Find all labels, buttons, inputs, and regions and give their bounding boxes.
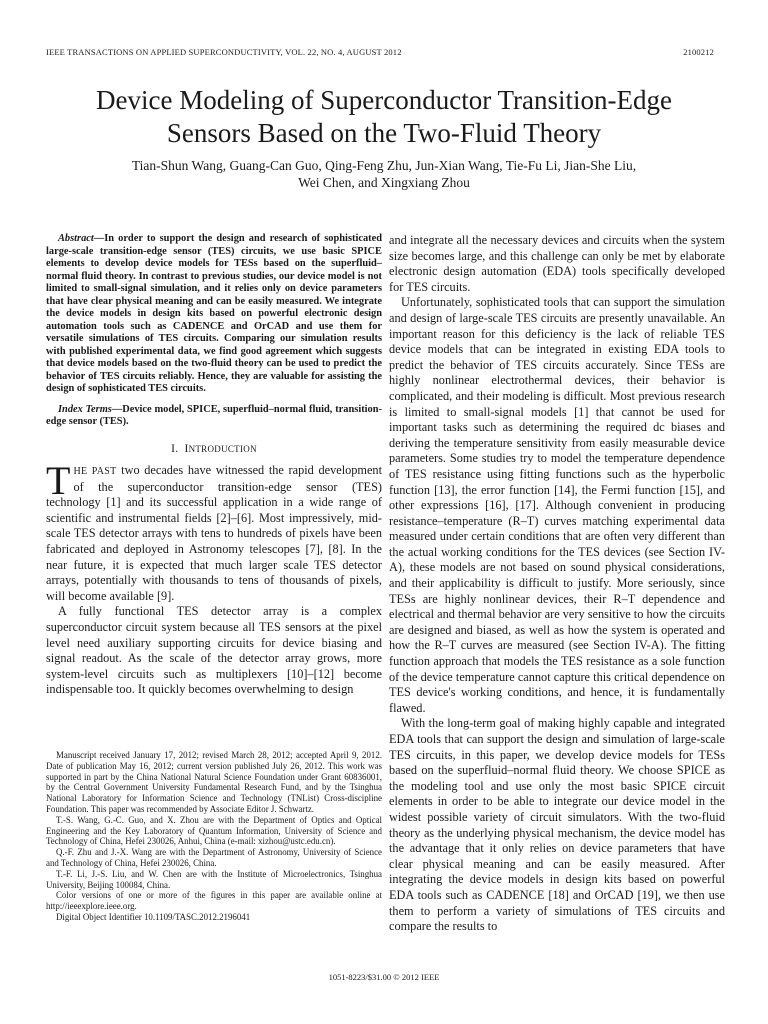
authors-line-1: Tian-Shun Wang, Guang-Can Guo, Qing-Feng Zhu, Jun-Xian Wang, Tie-Fu Li, Jian-She Liu, (131, 158, 637, 173)
drop-cap: T (46, 458, 71, 504)
journal-name: IEEE TRANSACTIONS ON APPLIED SUPERCONDUCTIVITY, VOL. 22, NO. 4, AUGUST 2012 (46, 47, 402, 57)
abstract (46, 233, 382, 396)
intro-paragraph-1 (46, 458, 382, 604)
abstract-text: In order to support the design and research of sophisticated large-scale transition-edge sensor (TES) circuits, we use basic SPICE elements to develop device models for TESs based on the superfluid–normal fluid theory. In contrast to previous studies, our device model is not limited to small-signal simulation, and it relies only on device parameters that have clear physical meaning and can be easily measured. We integrate the device models in design kits based on powerful electronic design automation tools such as CADENCE and OrCAD and use them for versatile simulations of TES circuits. Comparing our simulation results with published experimental data, we find good agreement which suggests that device models based on the two-fluid theory can be used to predict the behavior of TES circuits reliably. Hence, they are valuable for assisting the design of sophisticated TES circuits. (46, 233, 382, 394)
section-heading-introduction (46, 442, 382, 458)
right-paragraph-1: and integrate all the necessary devices and circuits when the system size becomes large, and this challenge can only be met by elaborate electronic design automation (EDA) tools specifically developed for TES circuits. (389, 233, 725, 294)
left-column (46, 233, 382, 698)
page-footer: 1051-8223/$31.00 © 2012 IEEE (328, 972, 440, 982)
author-list (40, 157, 728, 191)
index-terms-text: Device model, SPICE, superfluid–normal fluid, transition-edge sensor (TES). (46, 403, 382, 427)
title-line-2: Sensors Based on the Two-Fluid Theory (166, 118, 602, 148)
footnote-doi: Digital Object Identifier 10.1109/TASC.2012.2196041 (56, 911, 251, 922)
authors-line-2: Wei Chen, and Xingxiang Zhou (298, 175, 470, 190)
intro-paragraph-1-text: two decades have witnessed the rapid development of the superconductor transition-edge sensor (TES) technology [1] and its successful application in a wide range of scientific and instrumental fields [2]–[6]. Most impressively, mid-scale TES detector arrays with tens to hundreds of pixels have been fabricated and deployed in Astronomy telescopes [7], [8]. In the near future, it is expected that much larger scale TES detector arrays, potentially with thousands to tens of thousands of pixels, will become available [9]. (46, 463, 382, 603)
intro-lead-words: HE PAST (73, 466, 117, 478)
section-title-initial: I (184, 442, 189, 455)
footnote-affiliation-2: Q.-F. Zhu and J.-X. Wang are with the Department of Astronomy, University of Science and Technology of China, Hefei 230026, China. (46, 847, 382, 868)
section-number: I. (171, 442, 179, 455)
title-line-1: Device Modeling of Superconductor Transition-Edge (96, 85, 672, 115)
page-number: 2100212 (683, 47, 714, 57)
footnote-manuscript: Manuscript received January 17, 2012; revised March 28, 2012; accepted April 9, 2012. Date of publication May 16, 2012; current version published July 26, 2012. This work was supported in part by the China National Natural Science Foundation under Grant 60836001, by the Central Government University Fundamental Research Fund, and by the Tsinghua National Laboratory for Information Science and Technology (TNList) Cross-discipline Foundation. This paper was recommended by Associate Editor J. Schwartz. (46, 750, 382, 814)
index-terms-label: Index Terms— (58, 403, 123, 415)
section-title-rest: NTRODUCTION (188, 443, 257, 454)
abstract-label: Abstract— (58, 233, 105, 244)
footnotes (46, 750, 382, 923)
right-paragraph-2: Unfortunately, sophisticated tools that can support the simulation and design of large-scale TES circuits are presently unavailable. An important reason for this deficiency is the lack of reliable TES device models that can be integrated in existing EDA tools to predict the behavior of TES circuits accurately. Since TESs are highly nonlinear electrothermal devices, their behavior is complicated, and their modeling is difficult. Most previous research is limited to small-signal models [1] that cannot be used for important tasks such as determining the required dc biases and deriving the temperature sensitivity from easily measurable device parameters. Some studies try to model the temperature dependence of TES resistance using fitting functions such as the hyperbolic function [13], the error function [14], the Fermi function [15], and other expressions [16], [17]. Although convenient in producing resistance–temperature (R–T) curves matching experimental data measured under certain conditions that are often very different than the actual working conditions for the TES devices (see Section IV-A), these models are not based on sound physical considerations, and their applicability is difficult to justify. More seriously, since TESs are highly nonlinear devices, their R–T dependence and electrical and thermal behavior are very sensitive to how the circuits are designed and biased, as well as how the system is operated and how the R–T curves are measured (see Section IV-A). The fitting function approach that models the TES resistance as a sole function of the device temperature cannot capture this critical dependence on TES device's working conditions, and hence, it is fundamentally flawed. (389, 295, 725, 715)
paper-title (30, 84, 738, 150)
footnote-color-versions: Color versions of one or more of the figures in this paper are available online at http://ieeexplore.ieee.org. (46, 890, 382, 912)
right-paragraph-3: With the long-term goal of making highly capable and integrated EDA tools that can support the design and simulation of large-scale TES circuits, in this paper, we develop device models for TESs based on the superfluid–normal fluid theory. We choose SPICE as the modeling tool and use only the most basic SPICE circuit elements in order to be able to integrate our device model in the widest possible variety of circuit simulators. With the two-fluid theory as the underlying physical mechanism, the device model has the advantage that it only relies on device parameters that have clear physical meaning and can be easily measured. After integrating the device models in design kits based on powerful EDA tools such as CADENCE [18] and OrCAD [19], we then use them to perform a variety of simulations of TES circuits and compare the results to (389, 716, 725, 934)
index-terms (46, 404, 382, 429)
right-column (389, 233, 725, 935)
footnote-affiliation-3: T.-F. Li, J.-S. Liu, and W. Chen are with the Institute of Microelectronics, Tsinghua University, Beijing 100084, China. (46, 868, 382, 890)
footnote-affiliation-1: T.-S. Wang, G.-C. Guo, and X. Zhou are with the Department of Optics and Optical Engineering and the Key Laboratory of Quantum Information, University of Science and Technology of China, Hefei 230026, Anhui, China (e-mail: xizhou@ustc.edu.cn). (46, 814, 382, 847)
intro-paragraph-2: A fully functional TES detector array is a complex superconductor circuit system because all TES sensors at the pixel level need auxiliary supporting circuits for device biasing and signal readout. As the scale of the detector array grows, more system-level circuits such as multiplexers [10]–[12] become indispensable too. It quickly becomes overwhelming to design (46, 604, 382, 697)
